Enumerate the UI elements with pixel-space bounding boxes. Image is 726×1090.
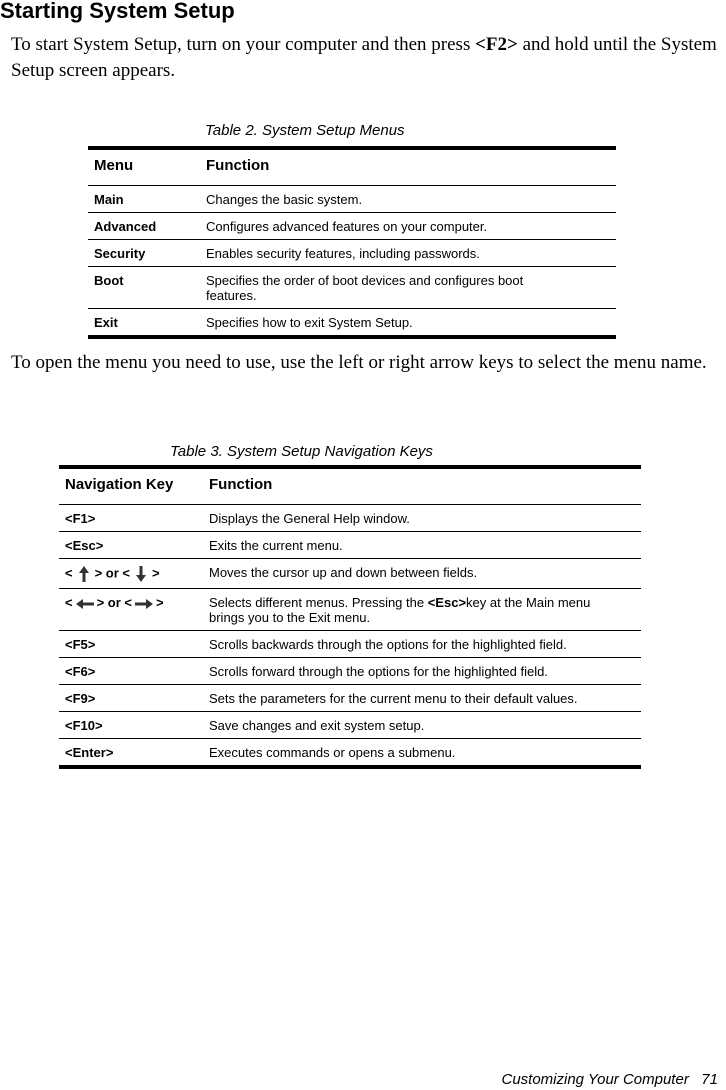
system-setup-menus-table (88, 146, 616, 339)
menu-function: Configures advanced features on your computer. (200, 213, 616, 240)
table-row (88, 186, 616, 213)
lt: < (65, 595, 73, 610)
key-function: Scrolls forward through the options for the highlighted field. (203, 658, 641, 685)
menu-function: Changes the basic system. (200, 186, 616, 213)
key-function: Save changes and exit system setup. (203, 712, 641, 739)
key-function: Scrolls backwards through the options for the highlighted field. (203, 631, 641, 658)
menu-name: Exit (88, 309, 200, 338)
esc-key: <Esc> (427, 595, 467, 610)
arrow-down-icon (134, 565, 148, 583)
arrow-right-icon (134, 598, 154, 610)
key-function: Sets the parameters for the current menu to their default values. (203, 685, 641, 712)
or: or (102, 565, 123, 581)
lt: < (65, 565, 73, 581)
key-name: <F6> (59, 658, 203, 685)
menu-name: Main (88, 186, 200, 213)
menu-name: Security (88, 240, 200, 267)
key-name-updown (59, 559, 203, 589)
table-row (59, 532, 641, 559)
table-row (88, 267, 616, 309)
intro-paragraph (11, 32, 723, 84)
arrow-left-icon (75, 598, 95, 610)
col-header-key: Navigation Key (59, 467, 203, 505)
table2-caption: Table 2. System Setup Menus (205, 122, 405, 139)
menu-name: Boot (88, 267, 200, 309)
col-header-menu: Menu (88, 148, 200, 186)
menu-function: Specifies the order of boot devices and configures boot features. (200, 267, 616, 309)
lt: < (122, 565, 131, 581)
table-row (88, 240, 616, 267)
key-name: <Esc> (59, 532, 203, 559)
text: Selects different menus. Pressing the (209, 595, 428, 610)
page-footer: Customizing Your Computer 71 (501, 1071, 718, 1088)
table-row (59, 559, 641, 589)
key-function (203, 589, 641, 631)
or: or (104, 595, 125, 610)
col-header-function: Function (200, 148, 616, 186)
table-row (59, 739, 641, 768)
key-name: <F10> (59, 712, 203, 739)
intro-text-end: and hold until the System Setup screen appears. (11, 34, 717, 81)
key-name: <F9> (59, 685, 203, 712)
key-name-leftright (59, 589, 203, 631)
menu-name: Advanced (88, 213, 200, 240)
table-row (59, 658, 641, 685)
f2-key: <F2> (475, 34, 518, 55)
key-function: Executes commands or opens a submenu. (203, 739, 641, 768)
instruction-paragraph: To open the menu you need to use, use the left or right arrow keys to select the menu name. (11, 352, 707, 373)
menu-function: Specifies how to exit System Setup. (200, 309, 616, 338)
text: key at the Main menu brings you to the Exit menu. (209, 595, 591, 625)
table-row (59, 589, 641, 631)
gt: > (152, 565, 160, 581)
arrow-up-icon (77, 565, 91, 583)
table-row (59, 712, 641, 739)
gt: > (96, 595, 105, 610)
key-function: Displays the General Help window. (203, 505, 641, 532)
key-name: <Enter> (59, 739, 203, 768)
intro-text: To start System Setup, turn on your computer and then press (11, 34, 476, 55)
navigation-keys-table (59, 465, 641, 769)
table3-caption: Table 3. System Setup Navigation Keys (170, 443, 433, 460)
table-row (88, 309, 616, 338)
table-row (88, 213, 616, 240)
menu-function: Enables security features, including passwords. (200, 240, 616, 267)
table-row (59, 505, 641, 532)
col-header-function: Function (203, 467, 641, 505)
key-name: <F5> (59, 631, 203, 658)
key-function: Exits the current menu. (203, 532, 641, 559)
lt: < (124, 595, 133, 610)
table-row (59, 685, 641, 712)
section-heading: Starting System Setup (0, 0, 235, 23)
gt: > (94, 565, 103, 581)
key-name: <F1> (59, 505, 203, 532)
gt: > (156, 595, 164, 610)
key-function: Moves the cursor up and down between fields. (203, 559, 641, 589)
table-row (59, 631, 641, 658)
